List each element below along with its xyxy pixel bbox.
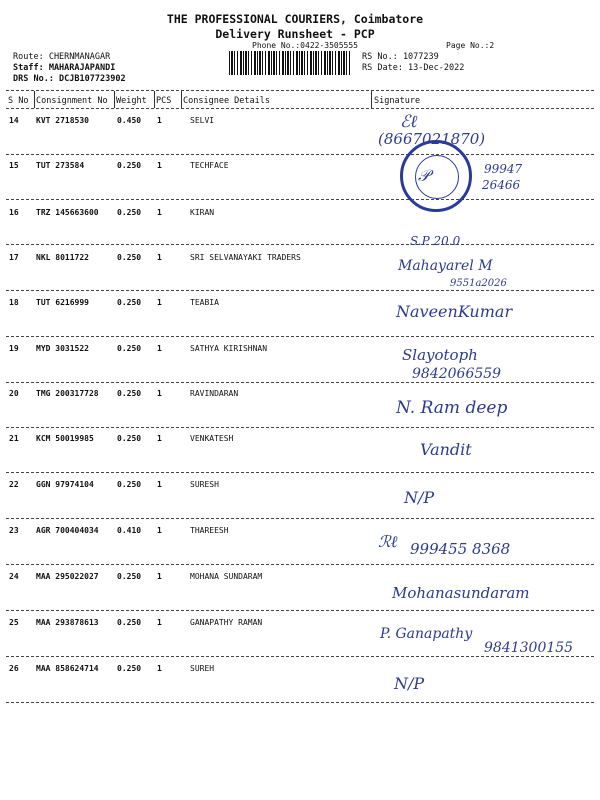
document-subtitle: Delivery Runsheet - PCP	[215, 27, 375, 41]
row-sno: 26	[9, 664, 19, 673]
signature-mark: ℛℓ	[378, 532, 398, 551]
signature-text: NaveenKumar	[396, 302, 513, 321]
row-consignee: SRI SELVANAYAKI TRADERS	[190, 253, 301, 262]
signature-text: Mohanasundaram	[392, 584, 530, 602]
col-consignment: Consignment No	[36, 96, 108, 106]
row-separator	[6, 564, 594, 565]
col-weight: Weight	[116, 96, 147, 106]
table-row	[0, 116, 600, 162]
phone-number: Phone No.:0422-3505555	[252, 41, 358, 50]
row-consignment: MYD 3031522	[36, 344, 89, 353]
signature-phone: (8667021870)	[378, 130, 486, 148]
col-sno: S No	[8, 96, 29, 106]
row-consignment: GGN 97974104	[36, 480, 94, 489]
row-separator	[6, 518, 594, 519]
row-consignment: TRZ 145663600	[36, 208, 99, 217]
signature-number: 99947	[484, 162, 523, 176]
row-sno: 17	[9, 253, 19, 262]
row-pcs: 1	[157, 664, 162, 673]
col-divider	[154, 91, 155, 108]
row-sno: 18	[9, 298, 19, 307]
row-consignment: AGR 700404034	[36, 526, 99, 535]
signature-text: N/P	[404, 488, 435, 507]
route-label: Route: CHERNMANAGAR	[13, 52, 111, 62]
row-weight: 0.250	[117, 298, 142, 307]
drs-number: DRS No.: DCJB107723902	[13, 74, 126, 84]
header-rule-bottom	[6, 108, 594, 109]
row-consignment: TUT 273584	[36, 161, 85, 170]
row-separator	[6, 154, 594, 155]
signature-text: Slayotoph	[402, 346, 478, 364]
row-pcs: 1	[157, 389, 162, 398]
signature-number: 9842066559	[412, 366, 502, 382]
row-consignee: TECHFACE	[190, 161, 229, 170]
col-divider	[34, 91, 35, 108]
barcode	[229, 51, 351, 75]
signature-number: 26466	[482, 178, 521, 192]
rs-date: RS Date: 13-Dec-2022	[362, 63, 465, 73]
signature-text: Vandit	[420, 440, 472, 459]
row-sno: 14	[9, 116, 19, 125]
row-separator	[6, 427, 594, 428]
col-pcs: PCS	[156, 96, 172, 106]
row-sno: 24	[9, 572, 19, 581]
row-sno: 19	[9, 344, 19, 353]
row-consignee: GANAPATHY RAMAN	[190, 618, 263, 627]
row-weight: 0.250	[117, 434, 142, 443]
row-consignee: SELVI	[190, 116, 215, 125]
row-weight: 0.250	[117, 480, 142, 489]
row-consignee: SUREH	[190, 664, 215, 673]
row-separator	[6, 290, 594, 291]
row-consignment: KCM 50019985	[36, 434, 94, 443]
row-separator	[6, 656, 594, 657]
row-separator	[6, 382, 594, 383]
signature-mark: ℰℓ	[400, 112, 418, 132]
signature-text: Mahayarel M	[398, 258, 493, 274]
row-weight: 0.250	[117, 664, 142, 673]
rs-number: RS No.: 1077239	[362, 52, 439, 62]
table-row	[0, 253, 600, 299]
row-pcs: 1	[157, 344, 162, 353]
row-pcs: 1	[157, 298, 162, 307]
row-pcs: 1	[157, 572, 162, 581]
row-sno: 21	[9, 434, 19, 443]
row-consignment: NKL 8011722	[36, 253, 89, 262]
signature-number: 9841300155	[484, 640, 574, 656]
col-divider	[181, 91, 182, 108]
row-separator	[6, 244, 594, 245]
signature-text: P. Ganapathy	[380, 626, 473, 642]
row-sno: 25	[9, 618, 19, 627]
row-sno: 16	[9, 208, 19, 217]
row-consignee: THAREESH	[190, 526, 229, 535]
row-consignee: SURESH	[190, 480, 219, 489]
row-consignment: TMG 200317728	[36, 389, 99, 398]
table-row	[0, 208, 600, 254]
row-weight: 0.250	[117, 389, 142, 398]
row-weight: 0.250	[117, 572, 142, 581]
row-pcs: 1	[157, 116, 162, 125]
row-pcs: 1	[157, 618, 162, 627]
signature-text: N/P	[394, 674, 425, 693]
row-sno: 20	[9, 389, 19, 398]
table-row	[0, 480, 600, 526]
row-pcs: 1	[157, 208, 162, 217]
signature-number: 999455 8368	[410, 540, 511, 558]
row-separator	[6, 336, 594, 337]
col-divider	[371, 91, 372, 108]
document-title: THE PROFESSIONAL COURIERS, Coimbatore	[166, 12, 424, 26]
row-consignment: MAA 295022027	[36, 572, 99, 581]
signature-text: N. Ram deep	[396, 398, 508, 418]
row-consignment: MAA 293878613	[36, 618, 99, 627]
col-divider	[114, 91, 115, 108]
row-sno: 15	[9, 161, 19, 170]
header-rule-top	[6, 90, 594, 91]
row-consignee: TEABIA	[190, 298, 219, 307]
row-weight: 0.410	[117, 526, 142, 535]
signature-number: 9551a2026	[450, 278, 507, 289]
row-separator	[6, 472, 594, 473]
signature-text: S.P 20.0	[410, 234, 461, 248]
row-sno: 23	[9, 526, 19, 535]
row-separator	[6, 702, 594, 703]
row-pcs: 1	[157, 253, 162, 262]
signature-mark: 𝒫	[418, 166, 430, 185]
row-weight: 0.450	[117, 116, 142, 125]
row-weight: 0.250	[117, 618, 142, 627]
row-pcs: 1	[157, 434, 162, 443]
table-row	[0, 344, 600, 390]
row-consignment: TUT 6216999	[36, 298, 89, 307]
row-consignee: MOHANA SUNDARAM	[190, 572, 263, 581]
page-number: Page No.:2	[446, 41, 495, 50]
row-weight: 0.250	[117, 253, 142, 262]
row-separator	[6, 610, 594, 611]
staff-label: Staff: MAHARAJAPANDI	[13, 63, 116, 73]
row-weight: 0.250	[117, 208, 142, 217]
row-consignment: KVT 2718530	[36, 116, 89, 125]
row-pcs: 1	[157, 480, 162, 489]
row-sno: 22	[9, 480, 19, 489]
row-consignee: SATHYA KIRISHNAN	[190, 344, 268, 353]
col-consignee: Consignee Details	[183, 96, 270, 106]
table-row	[0, 664, 600, 710]
col-signature: Signature	[374, 96, 421, 106]
company-stamp	[400, 140, 472, 212]
table-row	[0, 434, 600, 480]
row-consignee: RAVINDARAN	[190, 389, 239, 398]
row-consignment: MAA 858624714	[36, 664, 99, 673]
row-separator	[6, 199, 594, 200]
row-pcs: 1	[157, 526, 162, 535]
table-row	[0, 389, 600, 435]
row-pcs: 1	[157, 161, 162, 170]
row-weight: 0.250	[117, 344, 142, 353]
row-consignee: VENKATESH	[190, 434, 234, 443]
row-consignee: KIRAN	[190, 208, 215, 217]
row-weight: 0.250	[117, 161, 142, 170]
